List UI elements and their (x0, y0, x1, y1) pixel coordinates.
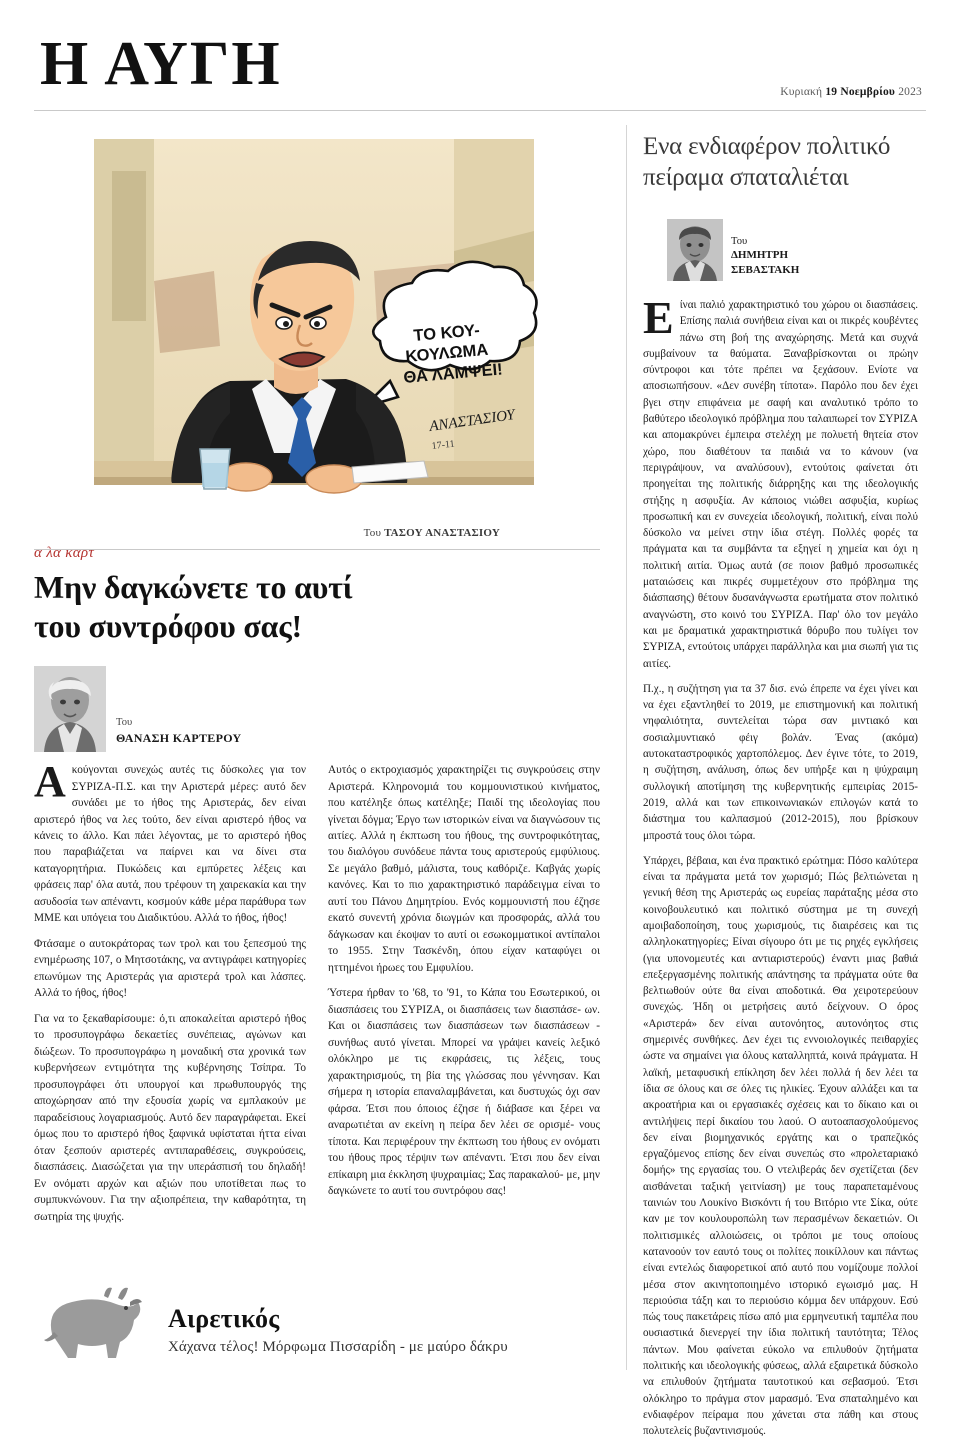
article-paragraph: Ύστερα ήρθαν το '68, το '91, το Κάπα του Εσωτερικού, οι διασπάσεις του ΣΥΡΙΖΑ, οι διασπάσεις των διασπάσε- ων. Και οι διασπάσεις των διασπάσεων των διασπάσεων - συνήθως αυτό γίνεται. Μπορεί να γράψει κανείς λεξικό ολόκληρο με τις εκφράσεις, τις λέξεις, τους χαρακτηρισμούς, τη βία της γλώσσας που γέννησαν. Και σήμερα η ιστορία επαναλαμβάνεται, και δυστυχώς όχι σαν φάρσα. Έτσι που όποιος έζησε ή διάβασε και ξέρει να αναρωτιέται αν εκείνη η πείρα δεν λέει σε ορισμέ- νους τίποτα. Και περιφέρουν την έκπτωση του ήθους εν ονόματι του ήθους προς τέρψιν των απέναντι. Έτσι που δεν είναι επίκαιρη μια έκκληση ψυχραιμίας; Σας παρακαλού- με, μην δαγκώνετε το αυτί του συντρόφου σας! (328, 987, 600, 1198)
opinion-author-first: ΔΗΜΗΤΡΗ (731, 249, 789, 262)
footer-text (168, 1304, 508, 1360)
opinion-title (643, 131, 918, 193)
page-title (34, 568, 600, 646)
opinion-byline-text (731, 235, 799, 281)
cartoon-signature-date: 17-11 (431, 438, 456, 452)
masthead-date (780, 86, 922, 98)
svg-text:ΘΑ ΛΑΜΨΕΙ!: ΘΑ ΛΑΜΨΕΙ! (402, 360, 504, 387)
byline-author-name: ΘΑΝΑΣΗ ΚΑΡΤΕΡΟΥ (116, 730, 242, 745)
svg-text:ΤΟ ΚΟΥ-: ΤΟ ΚΟΥ- (412, 321, 481, 345)
article-paragraph: Αυτός ο εκτροχιασμός χαρακτηρίζει τις συγκρούσεις στην Αριστερά. Κληρονομιά του κομμουνιστικού κινήματος, που κατέληξε όπως κατέληξε; Παιδί της ιδεολογίας που γίνεται δόγμα; Έργο των ιστορικών είναι να διαγνώσουν τις αιτίες. Αλλά η έκπτωση του ήθους, της συντροφικότητας, του διαλόγου συνόδευε πάντα τους αριστερούς εμφύλιους. Σε μεγάλο βαθμό, μάλιστα, τους καθόριζε. Καβγάς χωρίς κανόνες. Και το πιο χαρακτηριστικό παράδειγμα είναι το αυτί του Πάνου Δημητρίου. Ενός κομμουνιστή που έζησε εκατό συνεντή χρόνια διωγμών και προσφοράς, αλλά του δάγκωσαν και έκοψαν το αυτί οι εσωκομματικοί αντίπαλοι το 1955. Στην Τασκένδη, όπου είχαν καταφύγει οι ηττημένοι ήρωες του Εμφυλίου. (328, 764, 600, 974)
editorial-cartoon (34, 131, 600, 539)
masthead-title: Η ΑΥΓΗ (40, 30, 282, 98)
cartoon-illustration (34, 131, 600, 523)
footer-title: Αιρετικός (168, 1304, 280, 1333)
left-column (34, 125, 600, 1370)
byline-text (116, 716, 242, 752)
footer-subtitle: Χάχανα τέλος! Μόρφωμα Πισσαρίδη - με μαύρο δάκρυ (168, 1339, 508, 1355)
article-kicker: α λα καρτ (34, 545, 95, 561)
cartoon-credit-name: ΤΑΣΟΥ ΑΝΑΣΤΑΣΙΟΥ (384, 527, 500, 539)
article-paragraph: Φτάσαμε ο αυτοκράτορας των τρολ και του ξεπεσμού της ενημέρωσης 107, ο Μητσοτάκης, να αντιγράφει κατηγορίες επωνύμων της Αριστεράς για αριστερά τρολ και λάσπες. Αλλά το ήθος, ήθος! (34, 937, 306, 1000)
opinion-title-line-2: πείραμα σπαταλιέται (643, 164, 849, 191)
masthead-divider (34, 110, 926, 111)
svg-text:ΚΟΥΛΩΜΑ: ΚΟΥΛΩΜΑ (404, 340, 489, 366)
byline (34, 660, 600, 752)
cartoon-credit (34, 527, 600, 539)
date-weekday: Κυριακή (780, 86, 823, 98)
opinion-paragraph: Είναι παλιό χαρακτηριστικό του χώρου οι διασπάσεις. Επίσης παλιά συνήθεια είναι και οι πικρές κουβέντες πάνω στη βοή της αναχώρησης. Μετά και συχνά συμβαίνουν τα θαύματα. Ξαναβρίσκονται οι πρώην σύντροφοι και τότε πρέπει να ξεχάσουν. Ενίοτε να αποσιωπήσουν. «Δεν συνέβη τίποτα». Παρόλο που δεν έχει βγει στην επιφάνεια με σαφή και αναλυτικό τρόπο το βαθύτερο ιδεολογικό πρόβλημα που ταλαιπωρεί τον ΣΥΡΙΖΑ και απομακρύνει έμπειρα στελέχη με πολυετή θητεία στον χώρο, που διαθέτουν τα παιδιά να το κάνουν (να περιγράψουν, να αναλύσουν), εντούτοις φαίνεται ότι προηγείται της πολιτικής διάρρηξης και της ιδεολογικής στήξης η ασφυξία. Αν κάποιος νιώθει ασφυξία, κυρίως προσωπική και εν συνεχεία ιδεολογική, πολιτική, είναι πολύ δύσκολο να μείνει στην ίδια στέγη. Πολλές φορές τα πράγματα και τα συμβάντα τα εξηγεί η χημεία και όχι η πολιτική αιτία. Όμως αυτά (σε ποιον βαθμό προσωπικές ματαιώσεις και πικρές συμμετέχουν στο πρόβλημα της διάσπασης) θέτουν δυσανάγνωστα ερωτήματα στον πολιτικό αναγνώστη, στο κοινό του ΣΥΡΙΖΑ. Παρ' όλο τον μεγάλο και με δραματικά χαρακτηριστικά θόρυβο που τυλίγει τον ΣΥΡΙΖΑ, εντούτοις υπάρχει παράλληλα και μια σιωπή για τις αιτίες. (643, 292, 918, 670)
opinion-column (626, 125, 918, 1438)
opinion-byline-prefix: Του (731, 235, 748, 247)
author-portrait (34, 666, 106, 752)
byline-prefix: Του (116, 716, 133, 728)
rhino-illustration (34, 1276, 154, 1360)
date-day-month: 19 Νοεμβρίου (825, 86, 896, 98)
date-year: 2023 (898, 86, 922, 98)
content-area (34, 125, 926, 1438)
masthead (34, 28, 926, 106)
opinion-byline (667, 215, 918, 281)
cartoon-divider (34, 549, 600, 550)
footer-section (34, 1264, 926, 1360)
article-paragraph: Ακούγονται συνεχώς αυτές τις δύσκολες για τον ΣΥΡΙΖΑ-Π.Σ. και την Αριστερά μέρες: αυτό δεν συνάδει με το ήθος της Αριστεράς, δεν είναι αριστερό ήθος να λες τούτο, δεν είναι αριστερό ήθος να κάνεις το άλλο. Και πάει λέγοντας, με το αριστερό ήθος που παραβιάζεται να παίρνει και να δίνει στα καταγορητήρια. Πυκώδεις και εμπύρετες λέξεις και φράσεις παρ' όλα αυτά, που τρέφουν τη χαιρεκακία και την ασυδοσία των απέναντι, κοσμούν κάθε μέρα παράθυρα των ΜΜΕ και υπόγεια του Διαδικτύου. Αλλά το ήθος, ήθος! (34, 757, 306, 925)
opinion-paragraph: Π.χ., η συζήτηση για τα 37 δισ. ενώ έπρεπε να έχει γίνει και να έχει εξαντληθεί το 2019, με επιστημονική και πολιτική νηφαλιότητα, συντελείται τώρα σαν μιντιακό και σοσιαλμυντιακό φέιγ βολάν. Ένας (ακόμα) αυτοκαταστροφικός χαρτοπόλεμος. Δεν έγινε τότε, το 2019, η συζήτηση, ανάλυση, όπως δεν υπήρξε και η ψύχραιμη συλλογική αποτίμηση της κυβερνητικής εμπειρίας 2015-2019, αλλά και των επικοινωνιακών επιλογών κατά το διάστημα του καλπασμού (2012-2015), που βρίσκουν μπροστά τους όλοι τώρα. (643, 682, 918, 842)
avatar (667, 219, 723, 281)
opinion-title-line-1: Ενα ενδιαφέρον πολιτικό (643, 133, 891, 160)
article-paragraph: Για να το ξεκαθαρίσουμε: ό,τι αποκαλείται αριστερό ήθος το προσυπογράφω δεκαετίες συνέπειας, αγώνων και διώξεων. Το προσυπογράφω η μοναδική στα χρονικά των κυβερνήσεων εντιμότητα της κυβέρνησης Τσίπρα. Το προσυπογράφει ότι υπουργοί και πρωθυπουργός της αποχώρησαν από την εξουσία χωρίς να εμπλακούν με παραδείσιους λογαριασμούς. Αυτό δεν παραγράφεται. Εκεί όμως που το αριστερό ήθος ξαφνικά υφίσταται ήττα είναι όταν ξεσπούν αριστερές αντιπαραθέσεις, συγκρούσεις, διασπάσεις. Διασώζεται για την υπεράσπισή του δηλαδή! Εν ονόματι αρχών και αξιών που υποτίθεται πως το συμπυκνώνουν. Για την αξιοπρέπεια, την καθαρότητα, τη σωτηρία της ψυχής. (34, 1012, 306, 1223)
cartoon-signature: ΑΝΑΣΤΑΣΙΟΥ (428, 407, 516, 435)
headline-line-2: του συντρόφου σας! (34, 608, 302, 645)
opinion-author-portrait (667, 219, 723, 281)
opinion-paragraph: Υπάρχει, βέβαια, και ένα πρακτικό ερώτημα: Πόσο καλύτερα είναι τα πράγματα μετά τον χωρισμό; Πώς βελτιώνεται η γενική θέση της Αριστεράς ως ευρείας παράταξης μέσα στο κοινοβουλευτικό και πολιτικό σύστημα με τη συνεχή αμοιβαδοποίηση, τους χωρισμούς, τις διαιρέσεις και τις αλληλοκατηγορίες; Είναι σίγουρο ότι με τις ρηχές εγκλήσεις (για υπονομευτές και αντιαριστερούς) έναντι μιας βαθιά επεξεργασμένης πολιτικής απάντησης τα πράγματα ούτε θα βελτιωθούν ούτε θα είναι αποδοτικά. Θα χειροτερεύουν συνεχώς. Ήδη οι μετρήσεις αυτό δείχνουν. Ο όρος «Αριστερά» δεν είναι αυτονόητος, αυτονόητος στις σημερινές συνθήκες. Δεν έχει τις εννοιολογικές πειθαρχίες ώστε να σημαίνει για όλους καταλληπτά, κοινά πράγματα. Η λαϊκή, μεταφυσική επίκληση δεν λέει πολλά ή δεν λέει τα ίδια σε όλους και σε όλες τις ηλικίες. Έχουν αλλάξει και τα ακροατήρια και οι εργασιακές σχέσεις και το δίκαιο και οι αντιλήψεις περί δικαίου του λαού. Ο αυτοαπασχολούμενος δεν είναι βιομηχανικός εργάτης και ο τραπεζικός εργαζόμενος επίσης δεν είναι συνεπώς στο «προλεταριακό δομής» της εργασίας του. Ο ντελιβεράς δεν σχετίζεται (δεν αισθάνεται ταξική γειτνίαση) με τους παραπεταμένους ταινιών του Λουκίνο Βισκόντι ή του Βιτόριο ντε Σίκα, ούτε καν με τον κουλουροπώλη των περασμένων δεκαετιών. Οι πολιτισμικές αλλοιώσεις, οι τρόποι με τους οποίους κατανοούν τον εαυτό τους οι πολίτες ποικίλλουν και πάντως είναι εντελώς διαφορετικοί από αυτό που νομίζουμε πολλοί μέσα στον ακινητοποιημένο ιστορικό εγωισμό μας. Η περιούσια τάξη και το περιούσιο κόμμα δεν υπάρχουν. Εσύ πώς τους πακετάρεις πίσω από μια ερμηνευτική ταμπέλα που ουσιαστικά διενεργεί την ίδια πολιτική ταυτότητα; Τέλος πάντων. Μου φαίνεται εύκολο να επιλυθούν ζητήματα πολιτικής και ιδεολογικής φύσεως, αλλά εξαιρετικά δύσκολο να επιλυθούν ζητήματα ταυτοτικού και σεβασμού. Έτσι ολόκληρο το πράγμα στον μαρασμό. Ένα σπαταλημένο και ενδιαφέρον πείραμα που χάνεται στα πάθη και στους πολυτελείς βυζαντινισμούς. (643, 854, 918, 1438)
headline-line-1: Μην δαγκώνετε το αυτί (34, 569, 353, 605)
opinion-author-last: ΣΕΒΑΣΤΑΚΗ (731, 263, 800, 276)
article-body (34, 757, 600, 1225)
avatar (34, 666, 106, 752)
cartoon-credit-prefix: Του (363, 527, 382, 539)
